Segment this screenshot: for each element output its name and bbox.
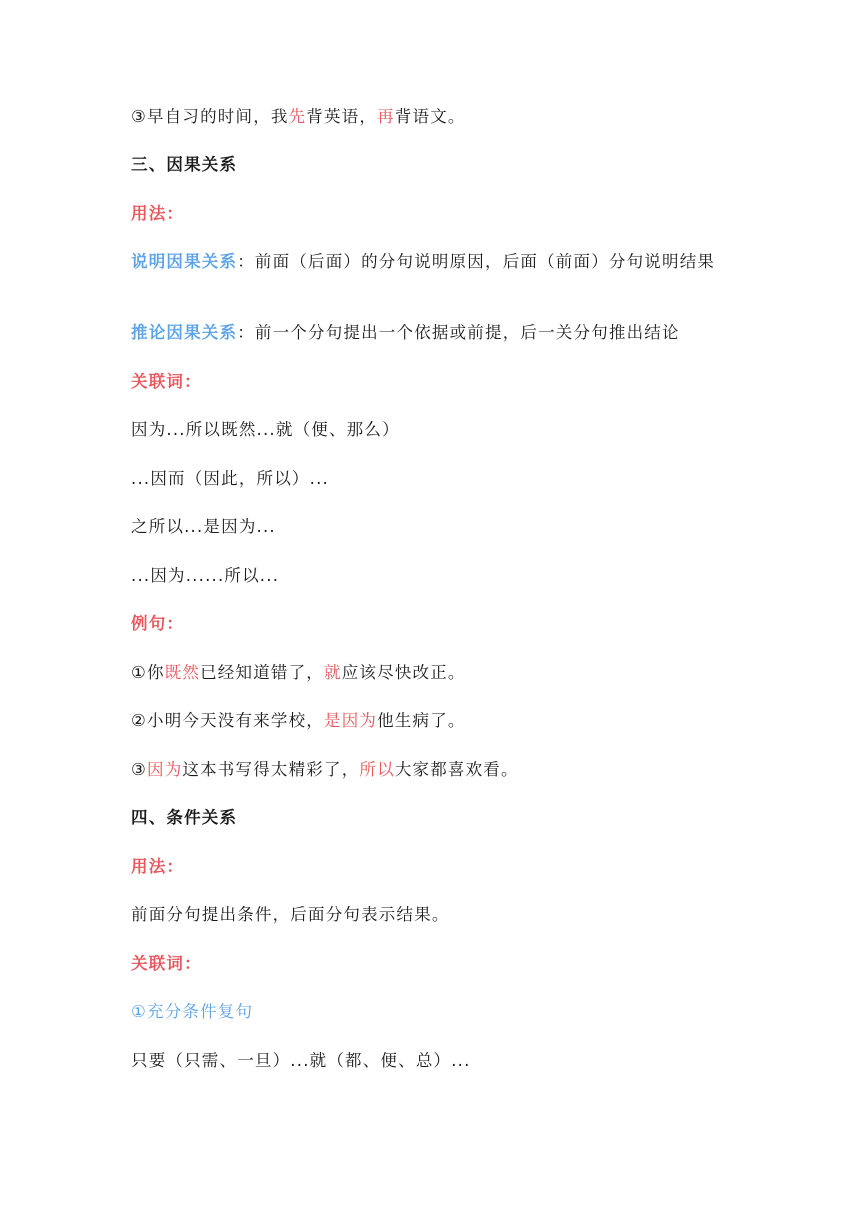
text-segment: ...因而（因此，所以）... (131, 469, 329, 488)
text-segment: 大家都喜欢看。 (394, 760, 519, 779)
section-heading-causal (131, 154, 741, 175)
text-segment: 既然 (164, 663, 201, 682)
text-segment: 前面分句提出条件，后面分句表示结果。 (131, 905, 450, 924)
text-segment: ①充分条件复句 (131, 1002, 254, 1021)
text-segment: 例句： (131, 614, 185, 633)
usage-infer-causal (131, 322, 741, 343)
text-segment: 这本书写得太精彩了， (182, 760, 360, 779)
text-segment: 先 (288, 107, 307, 126)
example-sentence-1 (131, 662, 741, 683)
text-segment: 说明因果关系 (131, 252, 238, 271)
text-segment: 已经知道错了， (200, 663, 325, 682)
example-sentence-2 (131, 710, 741, 731)
text-segment: 就 (324, 663, 342, 682)
connective-pattern-3 (131, 516, 741, 537)
examples-label (131, 613, 741, 634)
text-segment: ①你 (131, 663, 165, 682)
usage-label-condition (131, 856, 741, 877)
text-segment: ③早自习的时间，我 (131, 107, 289, 126)
text-segment: 背语文。 (394, 107, 466, 126)
connectives-label-condition (131, 953, 741, 974)
usage-label (131, 203, 741, 224)
text-segment: 是因为 (324, 711, 378, 730)
connective-pattern-1 (131, 419, 741, 440)
text-segment: 用法： (131, 204, 185, 223)
text-segment: 只要（只需、一旦）...就（都、便、总）... (131, 1051, 471, 1070)
example-sentence-3-prior (131, 106, 741, 127)
text-segment: 背英语， (306, 107, 378, 126)
sufficient-condition-subheading (131, 1001, 741, 1022)
text-segment: 再 (377, 107, 395, 126)
text-segment: 他生病了。 (377, 711, 466, 730)
connective-pattern-4 (131, 565, 741, 586)
example-sentence-3 (131, 759, 741, 780)
text-segment: ：前一个分句提出一个依据或前提，后一关分句推出结论 (237, 323, 680, 342)
text-segment: 因为...所以既然...就（便、那么） (131, 420, 400, 439)
text-segment: 应该尽快改正。 (341, 663, 466, 682)
connective-pattern-condition-1 (131, 1050, 741, 1071)
text-segment: 三、因果关系 (131, 155, 238, 174)
connectives-label (131, 371, 741, 392)
text-segment: ③ (131, 760, 147, 779)
usage-condition-text (131, 904, 741, 925)
text-segment: 关联词： (131, 372, 202, 391)
connective-pattern-2 (131, 468, 741, 489)
text-segment: 之所以...是因为... (131, 517, 276, 536)
text-segment: 所以 (359, 760, 395, 779)
text-segment: 因为 (147, 760, 183, 779)
usage-explain-causal (131, 251, 741, 272)
text-segment: 四、条件关系 (131, 808, 238, 827)
text-segment: 推论因果关系 (131, 323, 238, 342)
text-segment: 用法： (131, 857, 185, 876)
text-segment: ...因为......所以... (131, 566, 280, 585)
text-segment: 关联词： (131, 954, 202, 973)
text-segment: ②小明今天没有来学校， (131, 711, 324, 730)
section-heading-condition (131, 807, 741, 828)
text-segment: ：前面（后面）的分句说明原因，后面（前面）分句说明结果 (237, 252, 716, 271)
